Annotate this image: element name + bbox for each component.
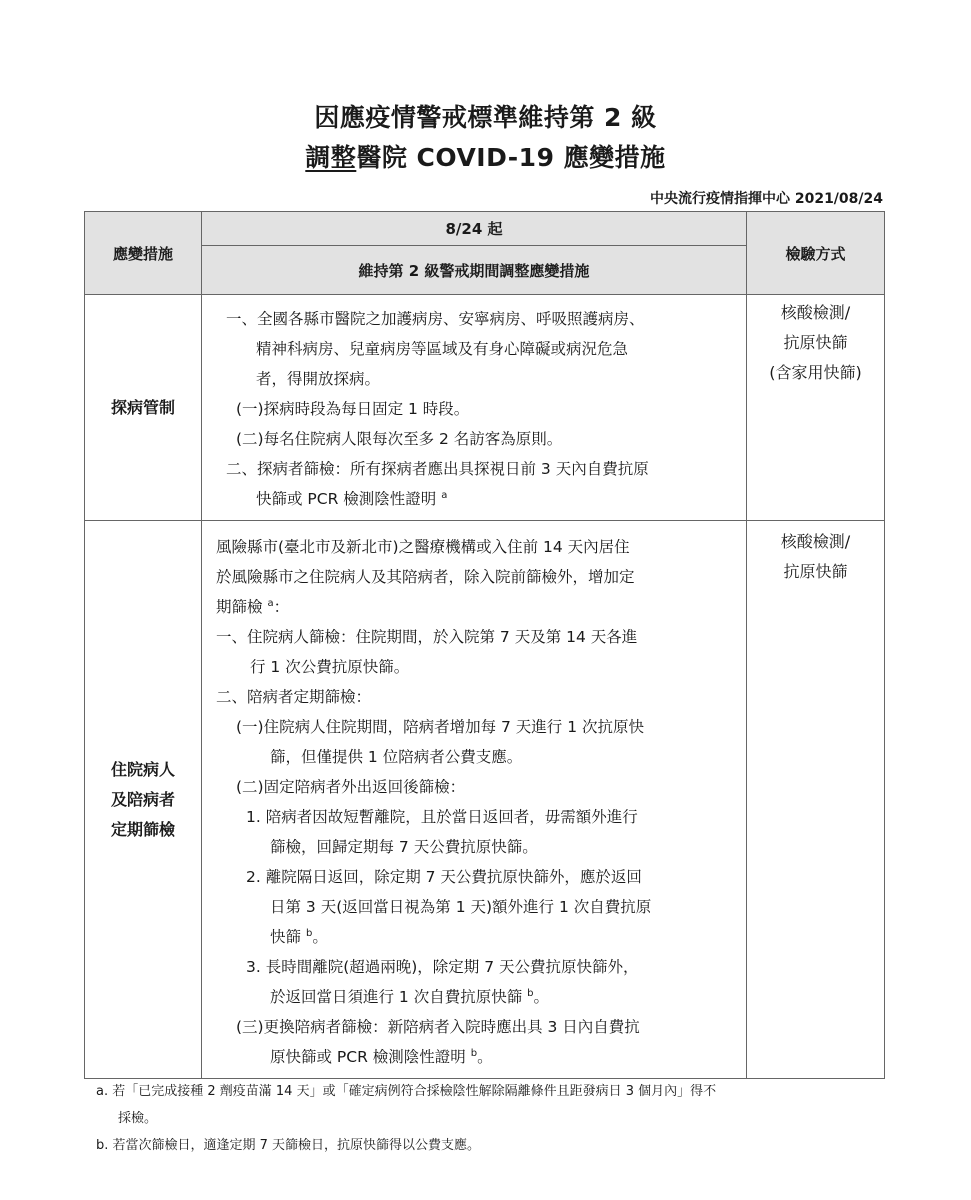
content-line [212,982,738,1012]
content-line: 二、陪病者定期篩檢： [216,688,372,706]
label-line: 及陪病者 [110,789,175,809]
label-line: 定期篩檢 [110,819,175,839]
content-line: (二)固定陪病者外出返回後篩檢： [236,778,466,796]
row-content-visit-control [202,295,747,521]
row-content-inpatient-screening [202,521,747,1079]
title-underlined-word: 調整 [305,143,357,172]
content-line: 一、全國各縣市醫院之加護病房、安寧病房、呼吸照護病房、 [226,310,645,328]
document-title [0,98,971,178]
footnote-marker: b [470,1047,478,1059]
content-line: 日第 3 天(返回當日視為第 1 天)額外進行 1 次自費抗原 [270,898,652,916]
title-line-1: 因應疫情警戒標準維持第 2 級 [314,103,657,132]
issuer-date: 中央流行疫情指揮中心 2021/08/24 [649,191,883,207]
content-line: 2. 離院隔日返回，除定期 7 天公費抗原快篩外，應於返回 [246,868,642,886]
footnote-a-cont: 採檢。 [118,1111,158,1126]
test-line: 抗原快篩 [783,562,848,581]
content-line: 一、住院病人篩檢：住院期間，於入院第 7 天及第 14 天各進 [216,628,638,646]
content-text: 期篩檢 [216,598,263,616]
content-line: (三)更換陪病者篩檢：新陪病者入院時應出具 3 日內自費抗 [236,1018,640,1036]
content-text: 。 [533,988,550,1006]
content-line: (一)探病時段為每日固定 1 時段。 [236,400,470,418]
content-line: 精神科病房、兒童病房等區域及有身心障礙或病況危急 [256,340,629,358]
content-text: ： [273,598,290,616]
measures-table [84,211,885,1079]
content-line [212,922,738,952]
content-line: 者，得開放探病。 [256,370,381,388]
header-sub: 維持第 2 級警戒期間調整應變措施 [202,246,747,295]
content-text: 原快篩或 PCR 檢測陰性證明 [270,1048,466,1066]
content-text: 快篩 [270,928,302,946]
header-measures: 應變措施 [85,212,202,295]
test-line: 核酸檢測/ [780,303,851,322]
content-line: 行 1 次公費抗原快篩。 [250,658,410,676]
footnote-marker: a [441,489,448,501]
content-line: 篩檢，回歸定期每 7 天公費抗原快篩。 [270,838,538,856]
content-line: (一)住院病人住院期間，陪病者增加每 7 天進行 1 次抗原快 [236,718,645,736]
test-line: (含家用快篩) [769,363,862,382]
footnote-b: b. 若當次篩檢日，適逢定期 7 天篩檢日，抗原快篩得以公費支應。 [96,1138,481,1153]
table-row [85,521,885,1079]
content-line: 於風險縣市之住院病人及其陪病者，除入院前篩檢外，增加定 [216,568,635,586]
content-line: 二、探病者篩檢：所有探病者應出具探視日前 3 天內自費抗原 [226,460,649,478]
test-line: 核酸檢測/ [780,532,851,551]
header-test-method: 檢驗方式 [747,212,885,295]
content-text: 快篩或 PCR 檢測陰性證明 [256,490,437,508]
footnote-marker: b [305,927,313,939]
content-line: 1. 陪病者因故短暫離院，且於當日返回者，毋需額外進行 [246,808,638,826]
content-line: 風險縣市(臺北市及新北市)之醫療機構或入住前 14 天內居住 [216,538,630,556]
row-label-inpatient-screening [85,521,202,1079]
label-line: 住院病人 [110,759,175,779]
test-line: 抗原快篩 [783,333,848,352]
row-test-visit-control [747,295,885,521]
title-line-2-rest: 醫院 COVID-19 應變措施 [356,143,666,172]
content-text: 。 [312,928,328,946]
content-line: 3. 長時間離院(超過兩晚)，除定期 7 天公費抗原快篩外， [246,958,639,976]
footnote-marker: b [527,987,534,999]
footnote-a: a. 若「已完成接種 2 劑疫苗滿 14 天」或「確定病例符合採檢陰性解除隔離條件且距發病日 3 個月內」得不 [96,1084,717,1099]
content-line [212,592,738,622]
row-label-visit-control: 探病管制 [85,295,202,521]
title-line-2 [0,138,971,178]
row-test-inpatient-screening [747,521,885,1079]
content-line [212,1042,738,1072]
header-date: 8/24 起 [202,212,747,246]
footnotes [96,1078,886,1159]
content-text: 。 [477,1048,493,1066]
content-text: 於返回當日須進行 1 次自費抗原快篩 [270,988,523,1006]
content-line: 篩，但僅提供 1 位陪病者公費支應。 [270,748,523,766]
content-line: (二)每名住院病人限每次至多 2 名訪客為原則。 [236,430,563,448]
table-row [85,295,885,521]
footnote-marker: a [267,597,274,609]
content-line [212,484,738,514]
